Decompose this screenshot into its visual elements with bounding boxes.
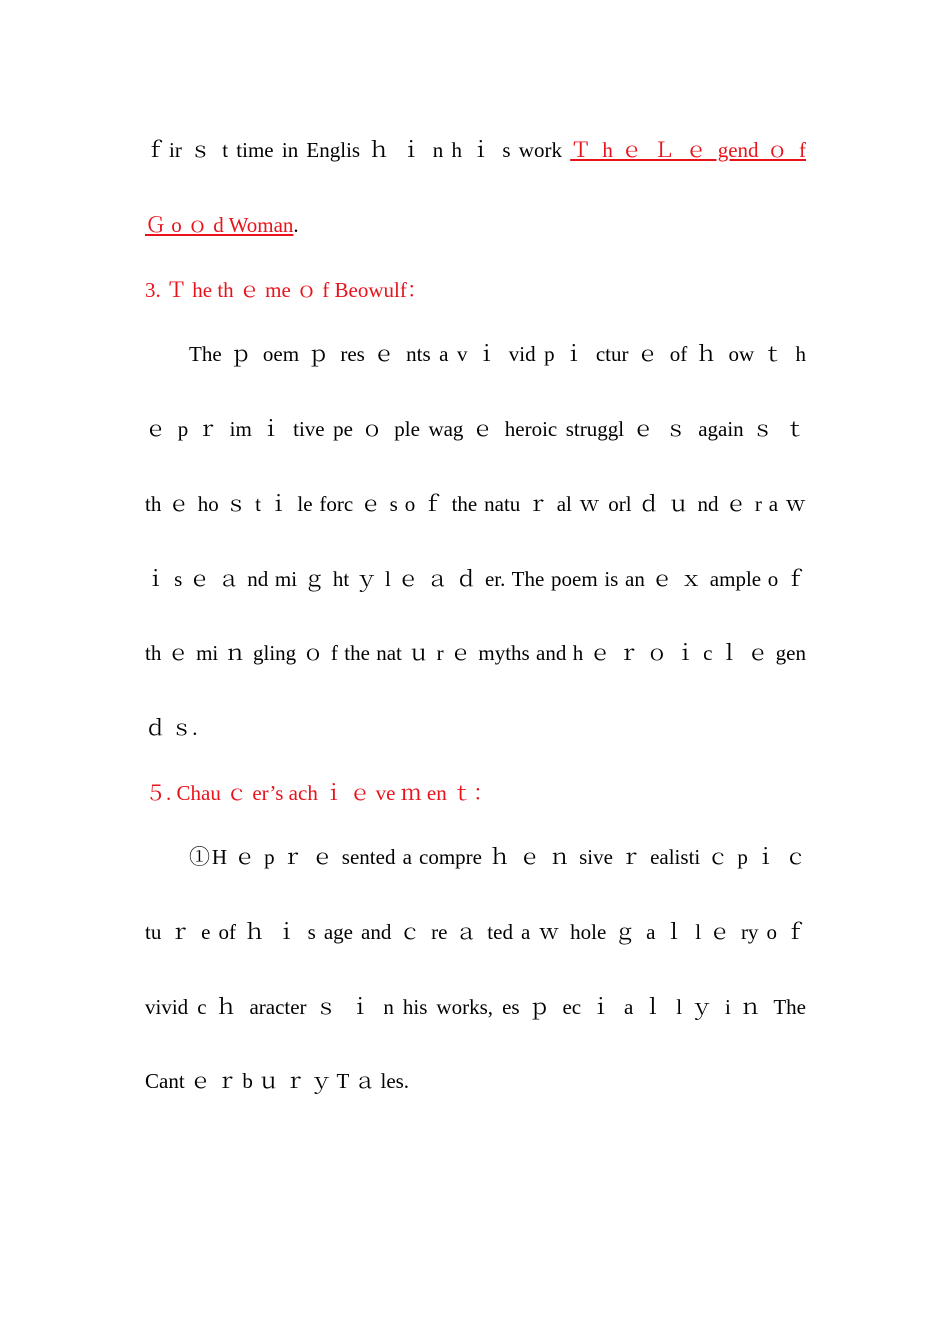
body-line-1 <box>145 136 806 164</box>
section-heading-5: ５. Chau ｃ er’s ach ｉ ｅ ve ｍ en ｔ： <box>145 781 494 805</box>
paragraph-line-3: th ｅ ho ｓ t ｉ le forc ｅ s o ｆ the natu ｒ al ｗ orl ｄ ｕ nd ｅ r a ｗ <box>145 492 806 516</box>
paragraph2-line-1: ①H ｅ p ｒ ｅ sented a compre ｈ ｅ ｎ sive ｒ ealisti ｃ p ｉ ｃ <box>189 845 806 869</box>
period: . <box>293 213 299 237</box>
paragraph2-line-4: Cant ｅ ｒ b ｕ ｒ ｙ T ａ les. <box>145 1069 410 1093</box>
book-title-link-cont: Ｇ o ｏ d Woman <box>145 213 294 237</box>
body-text: ｆir ｓ t time in Englis ｈ ｉ n h ｉ s work <box>145 138 571 162</box>
book-title-link: Ｔ h ｅ Ｌ ｅ gend ｏ f <box>570 138 806 162</box>
paragraph-line-6: ｄ ｓ. <box>145 716 198 740</box>
paragraph2-line-3: vivid c ｈ aracter ｓ ｉ n his works, es ｐ ec ｉ a ｌ l ｙ i ｎ The <box>145 995 806 1019</box>
section-heading-3: 3. Ｔ he th ｅ me ｏ f Beowulf： <box>145 278 428 302</box>
paragraph2-line-2: tu ｒ e of ｈ ｉ s age and ｃ re ａ ted a ｗ hole ｇ a ｌ l ｅ ry o ｆ <box>145 920 806 944</box>
body-line-2 <box>145 211 806 239</box>
paragraph-line-1: The ｐ oem ｐ res ｅ nts a v ｉ vid p ｉ ctur ｅ of ｈ ow ｔ h <box>189 342 806 366</box>
paragraph-line-4: ｉ s ｅ ａ nd mi ｇ ht ｙ l ｅ ａ ｄ er. The poem is an ｅ ｘ ample o ｆ <box>145 567 806 591</box>
paragraph-line-2: ｅ p ｒ im ｉ tive pe ｏ ple wag ｅ heroic struggl ｅ ｓ again ｓ ｔ <box>145 417 806 441</box>
paragraph-line-5: th ｅ mi ｎ gling ｏ f the nat ｕ r ｅ myths and h ｅ ｒ ｏ ｉ c ｌ ｅ gen <box>145 641 806 665</box>
